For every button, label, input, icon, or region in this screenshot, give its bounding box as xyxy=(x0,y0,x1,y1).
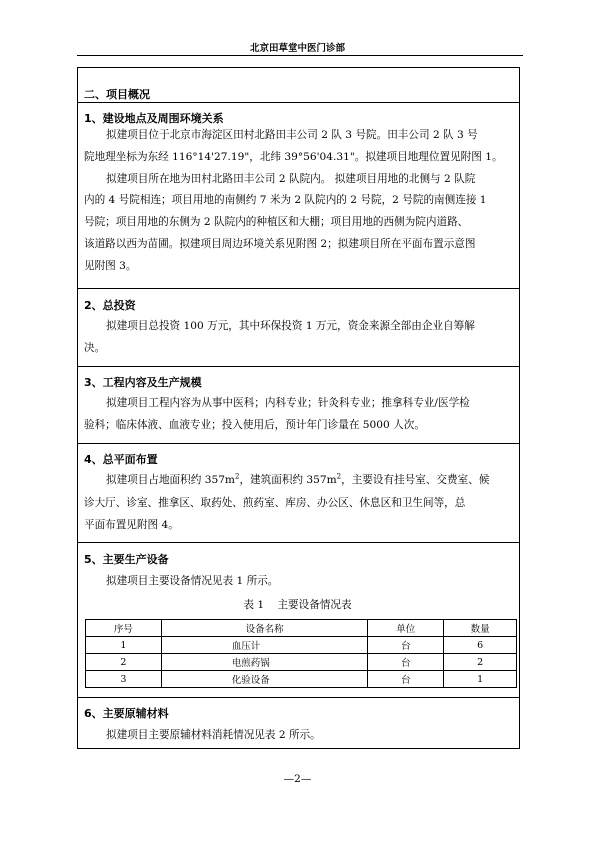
table-cell: 3 xyxy=(86,671,162,688)
table-caption xyxy=(0,597,595,612)
section-separator xyxy=(77,288,520,289)
location-line: 内的 4 号院相连；项目用地的南侧约 7 米为 2 队院内的 2 号院，2 号院的南侧连接 1 xyxy=(84,194,487,206)
equipment-heading: 5、主要生产设备 xyxy=(84,553,169,566)
page-number: —2— xyxy=(283,773,312,785)
section-separator xyxy=(77,542,520,543)
table-cell: 台 xyxy=(368,654,444,671)
table-cell: 1 xyxy=(444,671,517,688)
location-line: 拟建项目位于北京市海淀区田村北路田丰公司 2 队 3 号院。田丰公司 2 队 3 号 xyxy=(106,129,478,141)
layout-line: 诊大厅、诊室、推拿区、取药处、煎药室、库房、办公区、休息区和卫生间等，总 xyxy=(84,497,466,509)
layout-heading: 4、总平面布置 xyxy=(84,453,158,466)
section-separator xyxy=(77,102,520,103)
layout-line-part: ，主要设有挂号室、交费室、候 xyxy=(341,474,490,486)
equipment-intro: 拟建项目主要设备情况见表 1 所示。 xyxy=(106,575,279,587)
table-cell: 化验设备 xyxy=(161,671,368,688)
table-cell: 台 xyxy=(368,671,444,688)
location-line: 见附图 3。 xyxy=(84,260,137,272)
area-unit-sup: 2 xyxy=(234,472,240,481)
layout-line xyxy=(106,473,489,487)
scale-line: 验科；临床体液、血液专业；投入使用后，预计年门诊量在 5000 人次。 xyxy=(84,419,425,431)
layout-line-part: 拟建项目占地面积约 357m xyxy=(106,474,235,486)
table-cell: 2 xyxy=(444,654,517,671)
section-separator xyxy=(77,697,520,698)
column-header: 单位 xyxy=(368,620,444,637)
overview-heading: 二、项目概况 xyxy=(84,88,150,101)
location-line: 该道路以西为苗圃。拟建项目周边环境关系见附图 2；拟建项目所在平面布置示意图 xyxy=(84,238,476,250)
scale-line: 拟建项目工程内容为从事中医科；内科专业；针灸科专业；推拿科专业/医学检 xyxy=(106,397,470,409)
table-row xyxy=(86,637,517,654)
section-separator xyxy=(77,443,520,444)
investment-line: 拟建项目总投资 100 万元，其中环保投资 1 万元，资金来源全部由企业自筹解 xyxy=(106,320,475,332)
table-cell: 电煎药锅 xyxy=(161,654,368,671)
section-separator xyxy=(77,366,520,367)
materials-intro: 拟建项目主要原辅材料消耗情况见表 2 所示。 xyxy=(106,729,321,741)
column-header: 数量 xyxy=(444,620,517,637)
table-caption-number: 表 1 xyxy=(243,599,265,611)
table-cell: 6 xyxy=(444,637,517,654)
column-header: 设备名称 xyxy=(161,620,368,637)
table-cell: 血压计 xyxy=(161,637,368,654)
scale-heading: 3、工程内容及生产规模 xyxy=(84,376,202,389)
location-line: 院地理坐标为东经 116°14'27.19"，北纬 39°56'04.31"。拟建项目地理位置见附图 1。 xyxy=(84,151,503,163)
page-header-title: 北京田草堂中医门诊部 xyxy=(249,43,345,54)
area-unit-sup: 2 xyxy=(336,472,342,481)
table-row xyxy=(86,654,517,671)
equipment-table xyxy=(85,619,517,688)
location-line: 号院；项目用地的东侧为 2 队院内的种植区和大棚；项目用地的西侧为院内道路、 xyxy=(84,216,469,228)
location-line: 拟建项目所在地为田村北路田丰公司 2 队院内。 拟建项目用地的北侧与 2 队院 xyxy=(106,173,476,185)
layout-line: 平面布置见附图 4。 xyxy=(84,519,179,531)
table-cell: 台 xyxy=(368,637,444,654)
table-cell: 2 xyxy=(86,654,162,671)
column-header: 序号 xyxy=(86,620,162,637)
layout-line-part: ，建筑面积约 357m xyxy=(239,474,337,486)
investment-heading: 2、总投资 xyxy=(84,299,136,312)
table-caption-title: 主要设备情况表 xyxy=(277,599,352,611)
table-header-row xyxy=(86,620,517,637)
table-row xyxy=(86,671,517,688)
table-cell: 1 xyxy=(86,637,162,654)
investment-line: 决。 xyxy=(84,342,106,354)
location-heading: 1、建设地点及周围环境关系 xyxy=(84,112,224,125)
materials-heading: 6、主要原辅材料 xyxy=(84,707,169,720)
header-rule xyxy=(77,55,523,56)
